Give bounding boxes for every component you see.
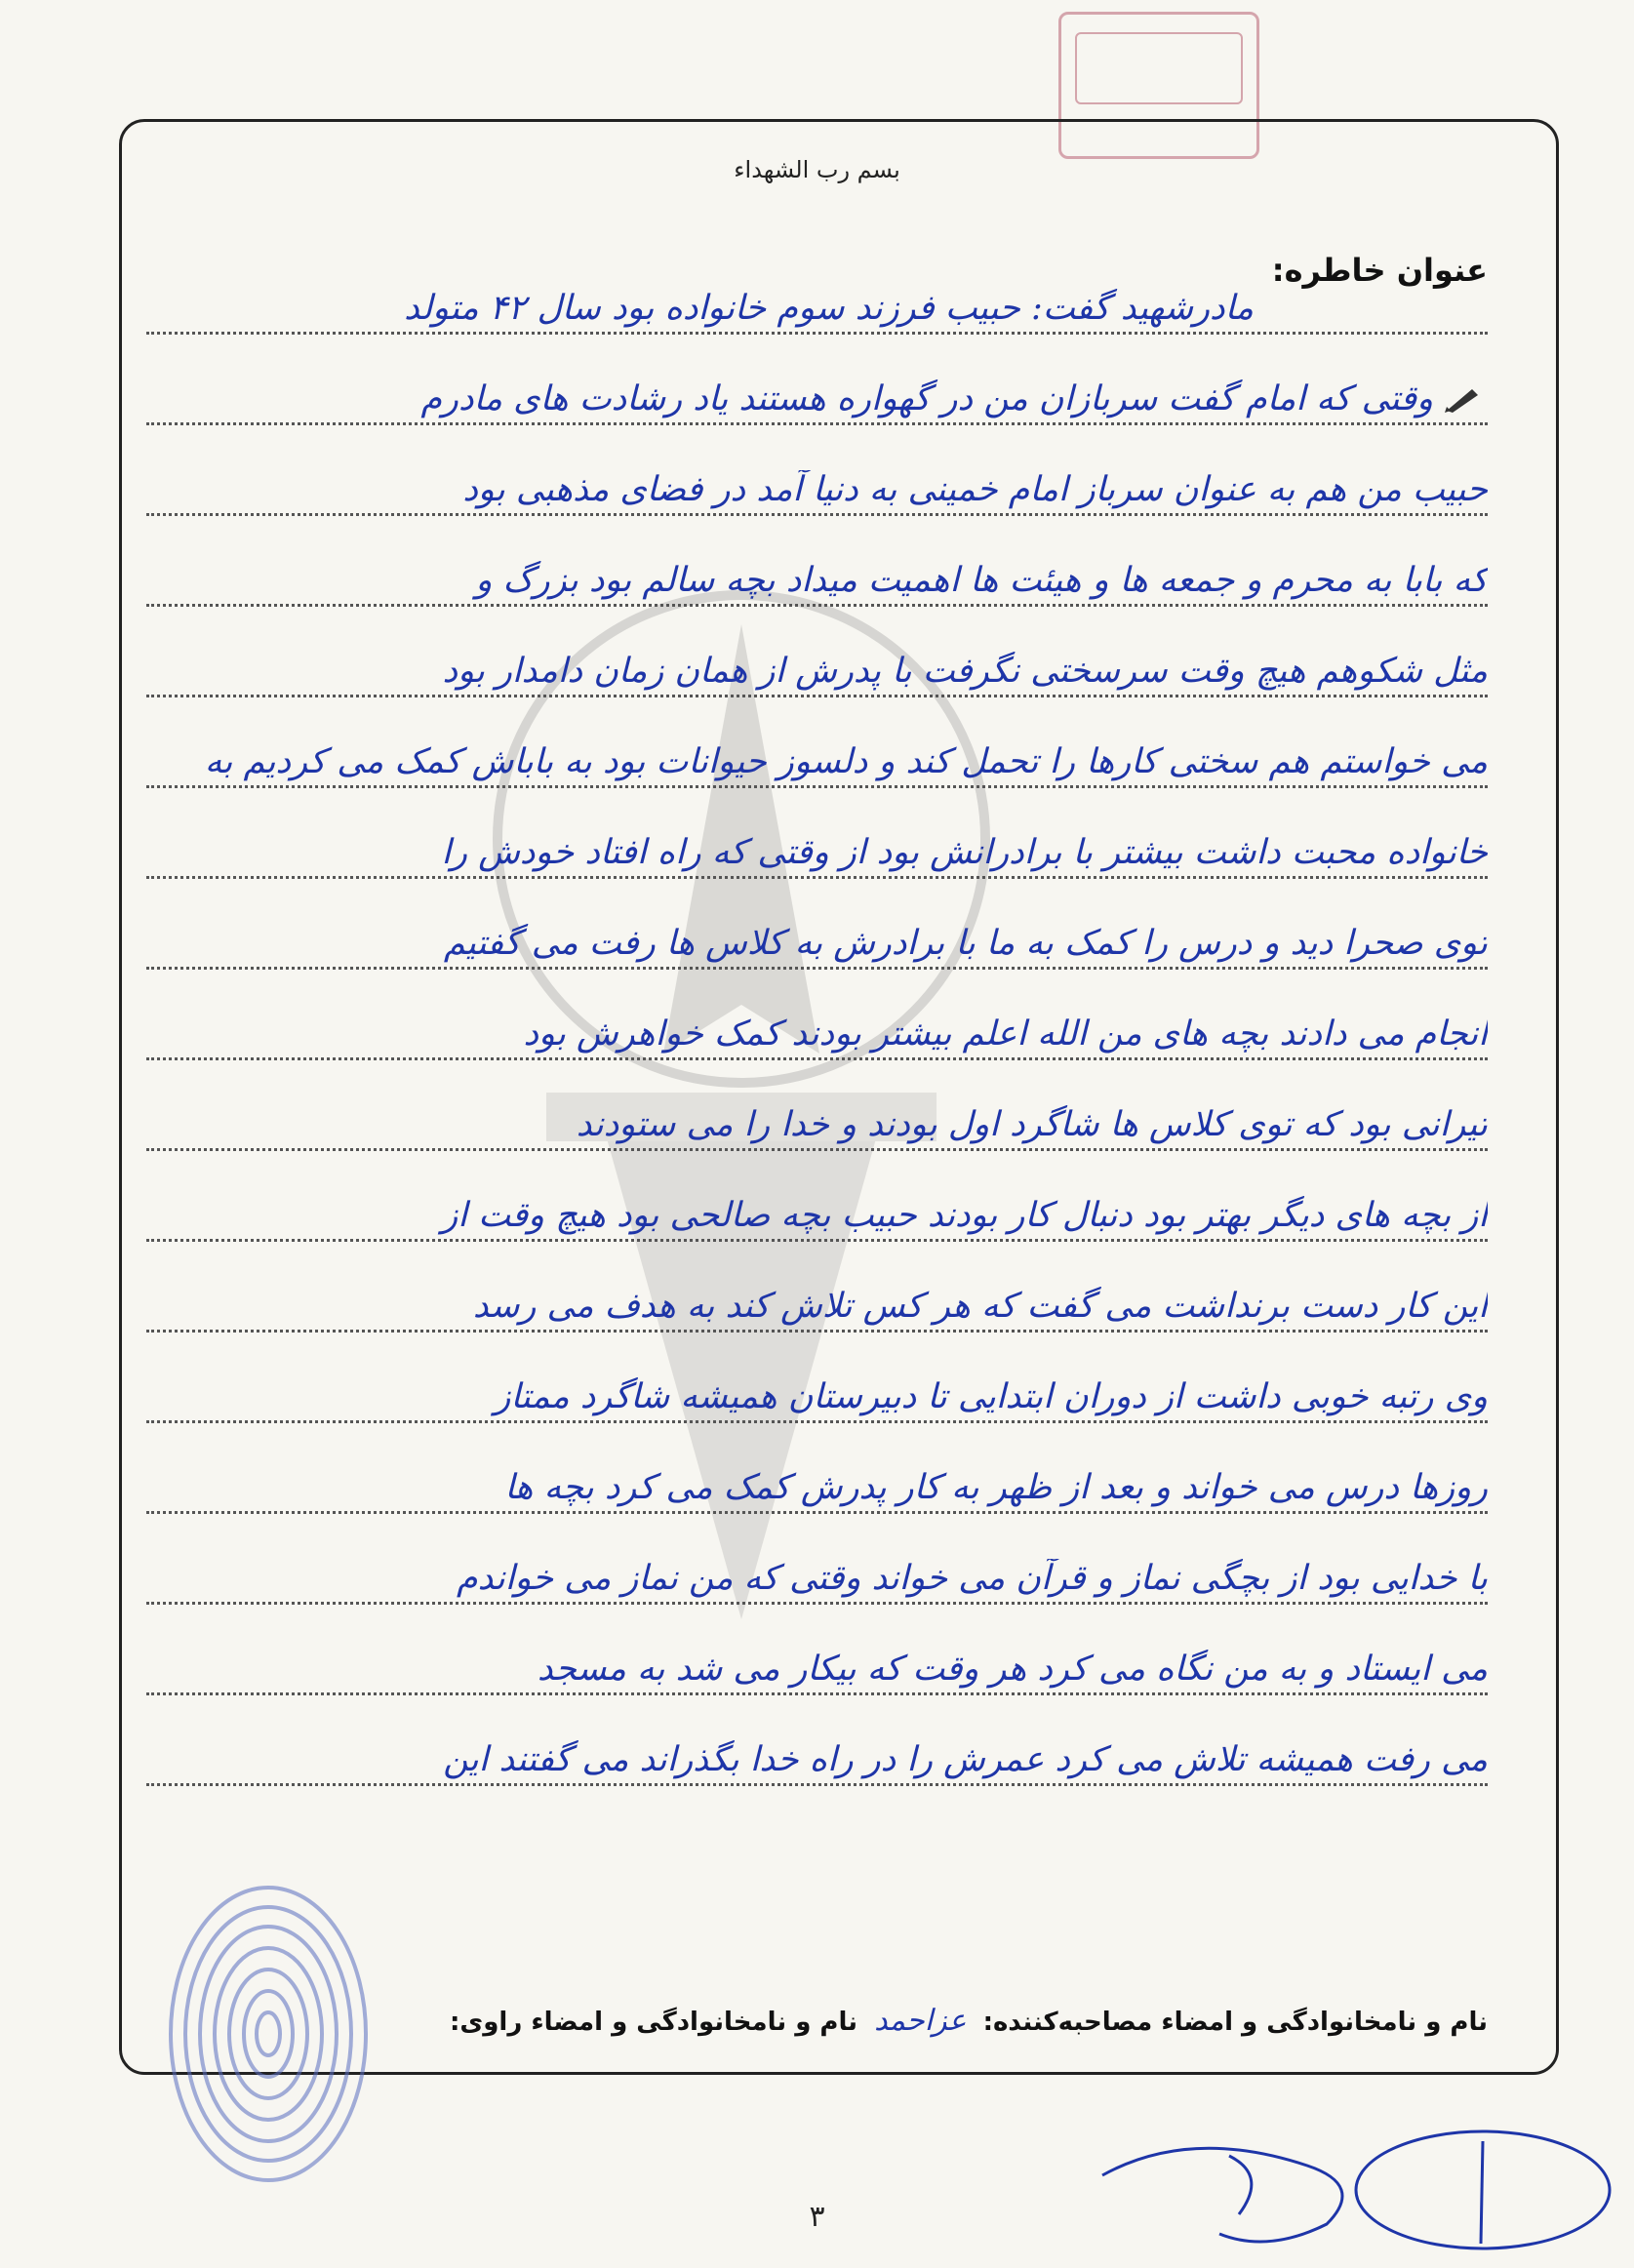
text-line bbox=[146, 1333, 1488, 1423]
handwritten-text: که بابا به محرم و جمعه ها و هیئت ها اهمیت میداد بچه سالم بود بزرگ و bbox=[475, 561, 1488, 600]
handwritten-text: روزها درس می خواند و بعد از ظهر به کار پدرش کمک می کرد بچه ها bbox=[504, 1468, 1488, 1507]
basmala-heading: بسم رب الشهداء bbox=[734, 156, 900, 183]
handwritten-text: با خدایی بود از بچگی نماز و قرآن می خواند وقتی که من نماز می خواندم bbox=[456, 1559, 1488, 1598]
handwritten-text: می رفت همیشه تلاش می کرد عمرش را در راه خدا بگذراند می گفتند این bbox=[443, 1740, 1488, 1779]
pen-icon bbox=[1443, 383, 1482, 415]
handwritten-text: مثل شکوهم هیچ وقت سرسختی نگرفت با پدرش از همان زمان دامدار بود bbox=[442, 652, 1488, 691]
interviewer-label: نام و نامخانوادگی و امضاء مصاحبه‌کننده: bbox=[982, 2008, 1488, 2037]
handwritten-text: حبیب من هم به عنوان سرباز امام خمینی به دنیا آمد در فضای مذهبی بود bbox=[462, 470, 1488, 509]
text-line bbox=[146, 1151, 1488, 1242]
page-number: ۳ bbox=[809, 2200, 825, 2234]
handwritten-text: می ایستاد و به من نگاه می کرد هر وقت که بیکار می شد به مسجد bbox=[537, 1650, 1488, 1689]
text-line bbox=[146, 697, 1488, 788]
narrator-label: نام و نامخانوادگی و امضاء راوی: bbox=[450, 2008, 857, 2037]
interviewer-name: عزاحمد bbox=[874, 2004, 967, 2038]
handwritten-text: از بچه های دیگر بهتر بود دنبال کار بودند حبیب بچه صالحی بود هیچ وقت از bbox=[441, 1196, 1488, 1235]
text-line bbox=[146, 335, 1488, 425]
handwritten-text: خانواده محبت داشت بیشتر با برادرانش بود از وقتی که راه افتاد خودش را bbox=[441, 833, 1488, 872]
text-line bbox=[146, 607, 1488, 697]
text-line bbox=[146, 425, 1488, 516]
text-line bbox=[146, 1423, 1488, 1514]
text-line bbox=[146, 879, 1488, 970]
handwritten-text: مادرشهید گفت: حبیب فرزند سوم خانواده بود سال ۴۲ متولد bbox=[404, 289, 1254, 328]
text-line bbox=[146, 516, 1488, 607]
handwritten-text: این کار دست برنداشت می گفت که هر کس تلاش کند به هدف می رسد bbox=[472, 1287, 1488, 1326]
text-line bbox=[146, 1605, 1488, 1695]
text-line bbox=[146, 1060, 1488, 1151]
handwritten-text: وی رتبه خوبی داشت از دوران ابتدایی تا دبیرستان همیشه شاگرد ممتاز bbox=[494, 1377, 1488, 1416]
text-line bbox=[146, 244, 1488, 335]
handwritten-signature bbox=[1073, 2117, 1619, 2258]
text-line bbox=[146, 1514, 1488, 1605]
memory-title-label: عنوان خاطره: bbox=[1271, 252, 1488, 289]
handwritten-text: تیرانی بود که توی کلاس ها شاگرد اول بودند و خدا را می ستودند bbox=[576, 1105, 1488, 1144]
handwritten-text: انجام می دادند بچه های من الله اعلم بیشتر بودند کمک خواهرش بود bbox=[523, 1015, 1488, 1054]
signature-footer bbox=[450, 2004, 1488, 2038]
text-line bbox=[146, 970, 1488, 1060]
handwritten-text: می خواستم هم سختی کارها را تحمل کند و دلسوز حیوانات بود به باباش کمک می کردیم به bbox=[204, 742, 1488, 781]
text-line bbox=[146, 1695, 1488, 1786]
memory-text-lines bbox=[146, 244, 1488, 1786]
handwritten-text: توی صحرا دید و درس را کمک به ما با برادرش به کلاس ها رفت می گفتیم bbox=[443, 924, 1488, 963]
fingerprint-mark bbox=[156, 1873, 380, 2195]
handwritten-text: وقتی که امام گفت سربازان من در گهواره هستند یاد رشادت های مادرم bbox=[420, 379, 1433, 418]
text-line bbox=[146, 1242, 1488, 1333]
text-line bbox=[146, 788, 1488, 879]
